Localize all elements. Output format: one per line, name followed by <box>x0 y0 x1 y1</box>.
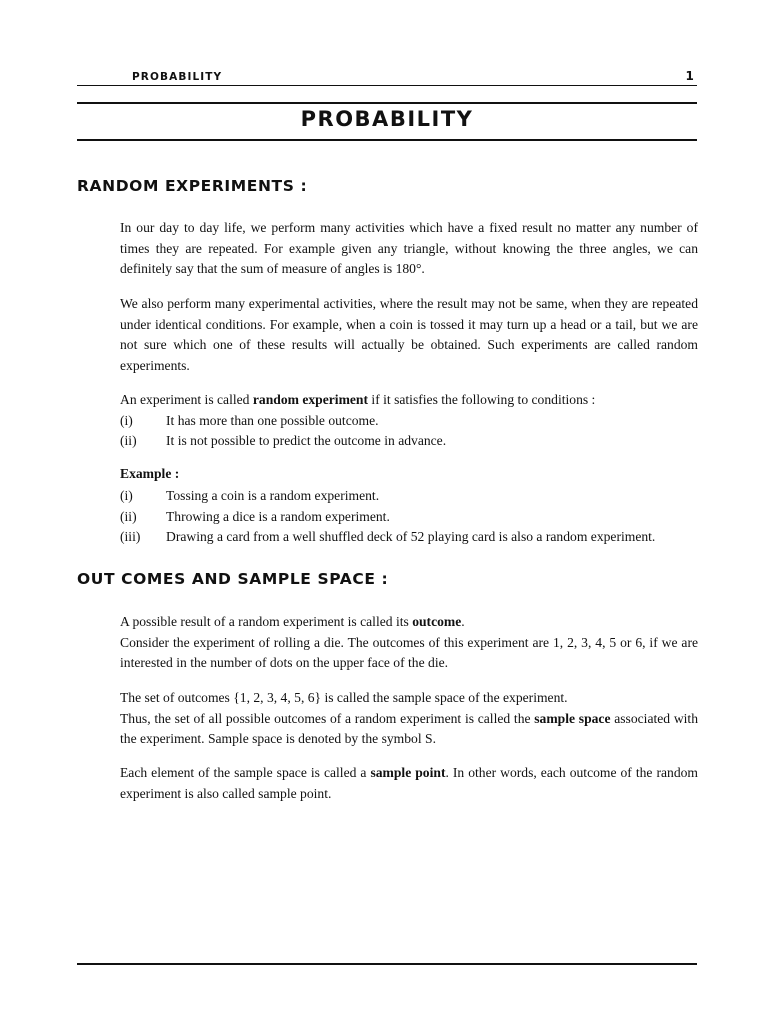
term-random-experiment: random experiment <box>252 392 369 407</box>
example-text: Throwing a dice is a random experiment. <box>166 509 390 524</box>
condition-number: (ii) <box>120 433 137 448</box>
example-label: Example : <box>120 466 180 481</box>
condition-text: It has more than one possible outcome. <box>166 413 379 428</box>
term-outcome: outcome <box>412 614 462 629</box>
example-number: (ii) <box>120 509 137 524</box>
paragraph-sample-space: The set of outcomes {1, 2, 3, 4, 5, 6} is called the sample space of the experiment. Thus, the set of all possible outcomes of a random experiment is called the sample space associated with the experiment. Sample space is denoted by the symbol S. <box>120 690 698 746</box>
example-text: Drawing a card from a well shuffled deck of 52 playing card is also a random experiment. <box>166 529 656 544</box>
paragraph-intro: In our day to day life, we perform many activities which have a fixed result no matter any number of times they are repeated. For example given any triangle, without knowing the three angles, we can definitely say that the sum of measure of angles is 180°. <box>120 220 698 276</box>
title-top-rule <box>77 102 697 104</box>
example-item <box>120 527 700 547</box>
page-number: 1 <box>685 69 695 83</box>
running-title: PROBABILITY <box>132 71 223 83</box>
section-heading-random-experiments: RANDOM EXPERIMENTS : <box>77 177 308 195</box>
header-rule <box>77 85 697 86</box>
example-number: (iii) <box>120 529 141 544</box>
example-item <box>120 507 700 527</box>
title-bottom-rule <box>77 139 697 141</box>
example-text: Tossing a coin is a random experiment. <box>166 488 380 503</box>
term-sample-space: sample space <box>534 710 611 726</box>
paragraph-sample-point: Each element of the sample space is called a sample point. In other words, each outcome of the random experiment is also called sample point. <box>120 765 698 801</box>
term-sample-point: sample point <box>370 765 446 780</box>
paragraph-experimental-activities: We also perform many experimental activities, where the result may not be same, when they are repeated under identical conditions. For example, when a coin is tossed it may turn up a head or a tail, but we are not sure which one of these results will actually be obtained. Such experiments are called random experiments. <box>120 296 698 373</box>
condition-text: It is not possible to predict the outcome in advance. <box>166 433 447 448</box>
paragraph-outcome: A possible result of a random experiment is called its outcome. Consider the experiment of rolling a die. The outcomes of this experiment are 1, 2, 3, 4, 5 or 6, if we are interested in the number of dots on the upper face of the die. <box>120 614 698 670</box>
running-header <box>77 68 697 86</box>
footer-rule <box>77 963 697 965</box>
page-title: PROBABILITY <box>300 107 474 131</box>
section-heading-outcomes-sample-space: OUT COMES AND SAMPLE SPACE : <box>77 570 389 588</box>
example-number: (i) <box>120 488 133 503</box>
condition-number: (i) <box>120 413 133 428</box>
example-item <box>120 486 700 506</box>
condition-item <box>120 411 700 431</box>
condition-item <box>120 431 700 451</box>
paragraph-definition: An experiment is called random experiment if it satisfies the following to conditions : <box>120 392 596 407</box>
